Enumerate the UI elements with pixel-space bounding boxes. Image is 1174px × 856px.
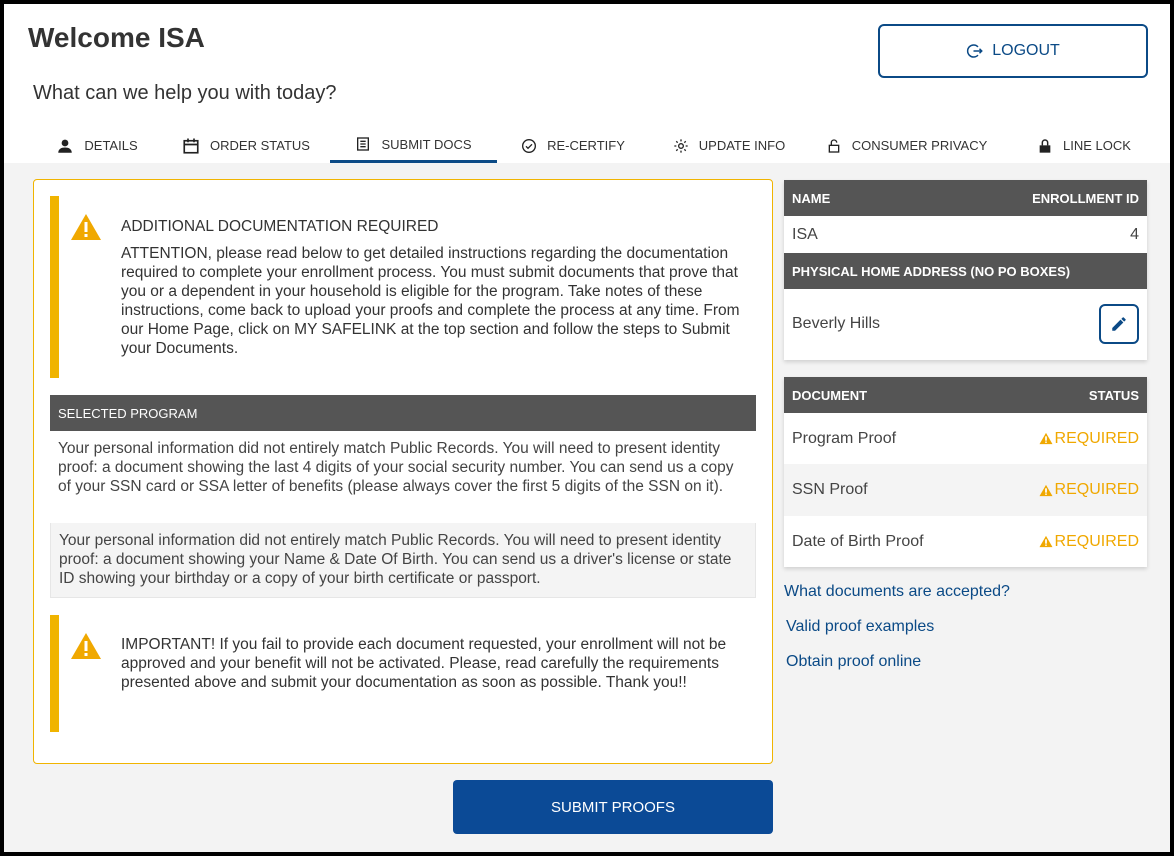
- tab-line-lock[interactable]: [1029, 128, 1139, 163]
- tab-label: ORDER STATUS: [210, 138, 310, 153]
- tab-label: CONSUMER PRIVACY: [851, 138, 988, 153]
- status-badge: [1039, 533, 1139, 551]
- obtain-proof-online-link[interactable]: Obtain proof online: [786, 653, 922, 670]
- logout-icon: [966, 42, 984, 60]
- instructions-card: [33, 179, 773, 764]
- document-row: [784, 464, 1147, 516]
- valid-proof-examples-link[interactable]: Valid proof examples: [786, 618, 935, 635]
- accepted-documents-link[interactable]: What documents are accepted?: [784, 583, 1010, 600]
- program-row: Your personal information did not entirely match Public Records. You will need to present identity proof: a document showing the last 4 digits of your social security number. You can send us a copy of your SSN card or SSA letter of benefits (please always cover the first 5 digits of the SSN on it).: [58, 440, 734, 495]
- tab-re-certify[interactable]: [514, 128, 632, 163]
- edit-address-button[interactable]: [1099, 304, 1139, 344]
- warning-icon: [70, 212, 102, 242]
- page-subtitle: What can we help you with today?: [33, 82, 337, 104]
- document-row: [784, 413, 1147, 464]
- page-title: Welcome ISA: [28, 22, 205, 53]
- attention-notice: [50, 196, 756, 378]
- notice-title: ADDITIONAL DOCUMENTATION REQUIRED: [121, 218, 439, 235]
- document-name: Date of Birth Proof: [792, 532, 924, 550]
- tab-details[interactable]: [42, 128, 152, 163]
- lock-icon: [1037, 138, 1053, 154]
- tab-submit-docs[interactable]: [330, 128, 497, 163]
- enrollment-card: [784, 180, 1147, 360]
- status-badge: [1039, 430, 1139, 448]
- home-address: Beverly Hills: [792, 315, 881, 332]
- tab-order-status[interactable]: [176, 128, 316, 163]
- notice-body: ATTENTION, please read below to get detailed instructions regarding the documentation required to complete your enrollment process. You must submit documents that prove that you or a dependent in your household is eligible for the program. Take notes of these instructions, come back to upload your proofs and complete the process at any time. From our Home Page, click on MY SAFELINK at the top section and follow the steps to Submit your Documents.: [121, 245, 740, 357]
- status-badge: [1039, 481, 1139, 499]
- status-text: REQUIRED: [1054, 481, 1139, 498]
- selected-program-header: SELECTED PROGRAM: [50, 395, 756, 431]
- tab-label: LINE LOCK: [1063, 138, 1131, 153]
- document-column-header: DOCUMENT: [792, 387, 868, 403]
- warning-icon: [1039, 484, 1053, 497]
- documents-header: [784, 377, 1147, 413]
- document-list-icon: [355, 136, 371, 152]
- document-row: [784, 516, 1147, 567]
- tab-label: RE-CERTIFY: [547, 138, 625, 153]
- documents-card: [784, 377, 1147, 567]
- page-header: [4, 4, 1170, 163]
- unlock-icon: [826, 138, 842, 154]
- person-icon: [56, 137, 74, 155]
- warning-icon: [1039, 432, 1053, 445]
- document-name: SSN Proof: [792, 481, 868, 498]
- pencil-icon: [1110, 315, 1128, 333]
- enrollment-id-column-header: ENROLLMENT ID: [1032, 190, 1139, 206]
- app-window: [4, 4, 1170, 852]
- calendar-icon: [182, 137, 200, 155]
- check-circle-icon: [521, 138, 537, 154]
- name-column-header: NAME: [792, 190, 831, 206]
- important-body: IMPORTANT! If you fail to provide each document requested, your enrollment will not be approved and your benefit will not be activated. Please, read carefully the requirements presented above and submit your documentation as soon as possible. Thank you!!: [121, 636, 727, 691]
- warning-icon: [1039, 535, 1053, 548]
- document-name: Program Proof: [792, 429, 897, 447]
- submit-proofs-button[interactable]: SUBMIT PROOFS: [453, 780, 773, 834]
- warning-icon: [70, 631, 102, 661]
- notice-accent-bar: [50, 615, 59, 732]
- logout-label: LOGOUT: [992, 42, 1060, 59]
- tab-consumer-privacy[interactable]: [824, 128, 989, 163]
- address-header: PHYSICAL HOME ADDRESS (NO PO BOXES): [784, 253, 1147, 289]
- enrollment-header: [784, 180, 1147, 216]
- tab-label: SUBMIT DOCS: [381, 136, 472, 152]
- tab-label: DETAILS: [84, 138, 138, 153]
- enrollment-row: [784, 216, 1147, 253]
- status-text: REQUIRED: [1054, 429, 1139, 447]
- important-notice: [50, 615, 756, 732]
- nav-tabs: [4, 128, 1170, 163]
- status-column-header: STATUS: [1088, 387, 1139, 403]
- enrollment-name: ISA: [792, 225, 818, 243]
- tab-update-info[interactable]: [664, 128, 794, 163]
- status-text: REQUIRED: [1054, 532, 1139, 550]
- gear-icon: [673, 138, 689, 154]
- notice-accent-bar: [50, 196, 59, 378]
- tab-label: UPDATE INFO: [698, 138, 786, 153]
- enrollment-id: 4: [1130, 225, 1139, 243]
- logout-button[interactable]: [878, 24, 1148, 78]
- address-row: [784, 289, 1147, 359]
- program-row: Your personal information did not entirely match Public Records. You will need to present identity proof: a document showing your Name & Date Of Birth. You can send us a driver's license or state ID showing your birthday or a copy of your birth certificate or passport.: [50, 523, 756, 598]
